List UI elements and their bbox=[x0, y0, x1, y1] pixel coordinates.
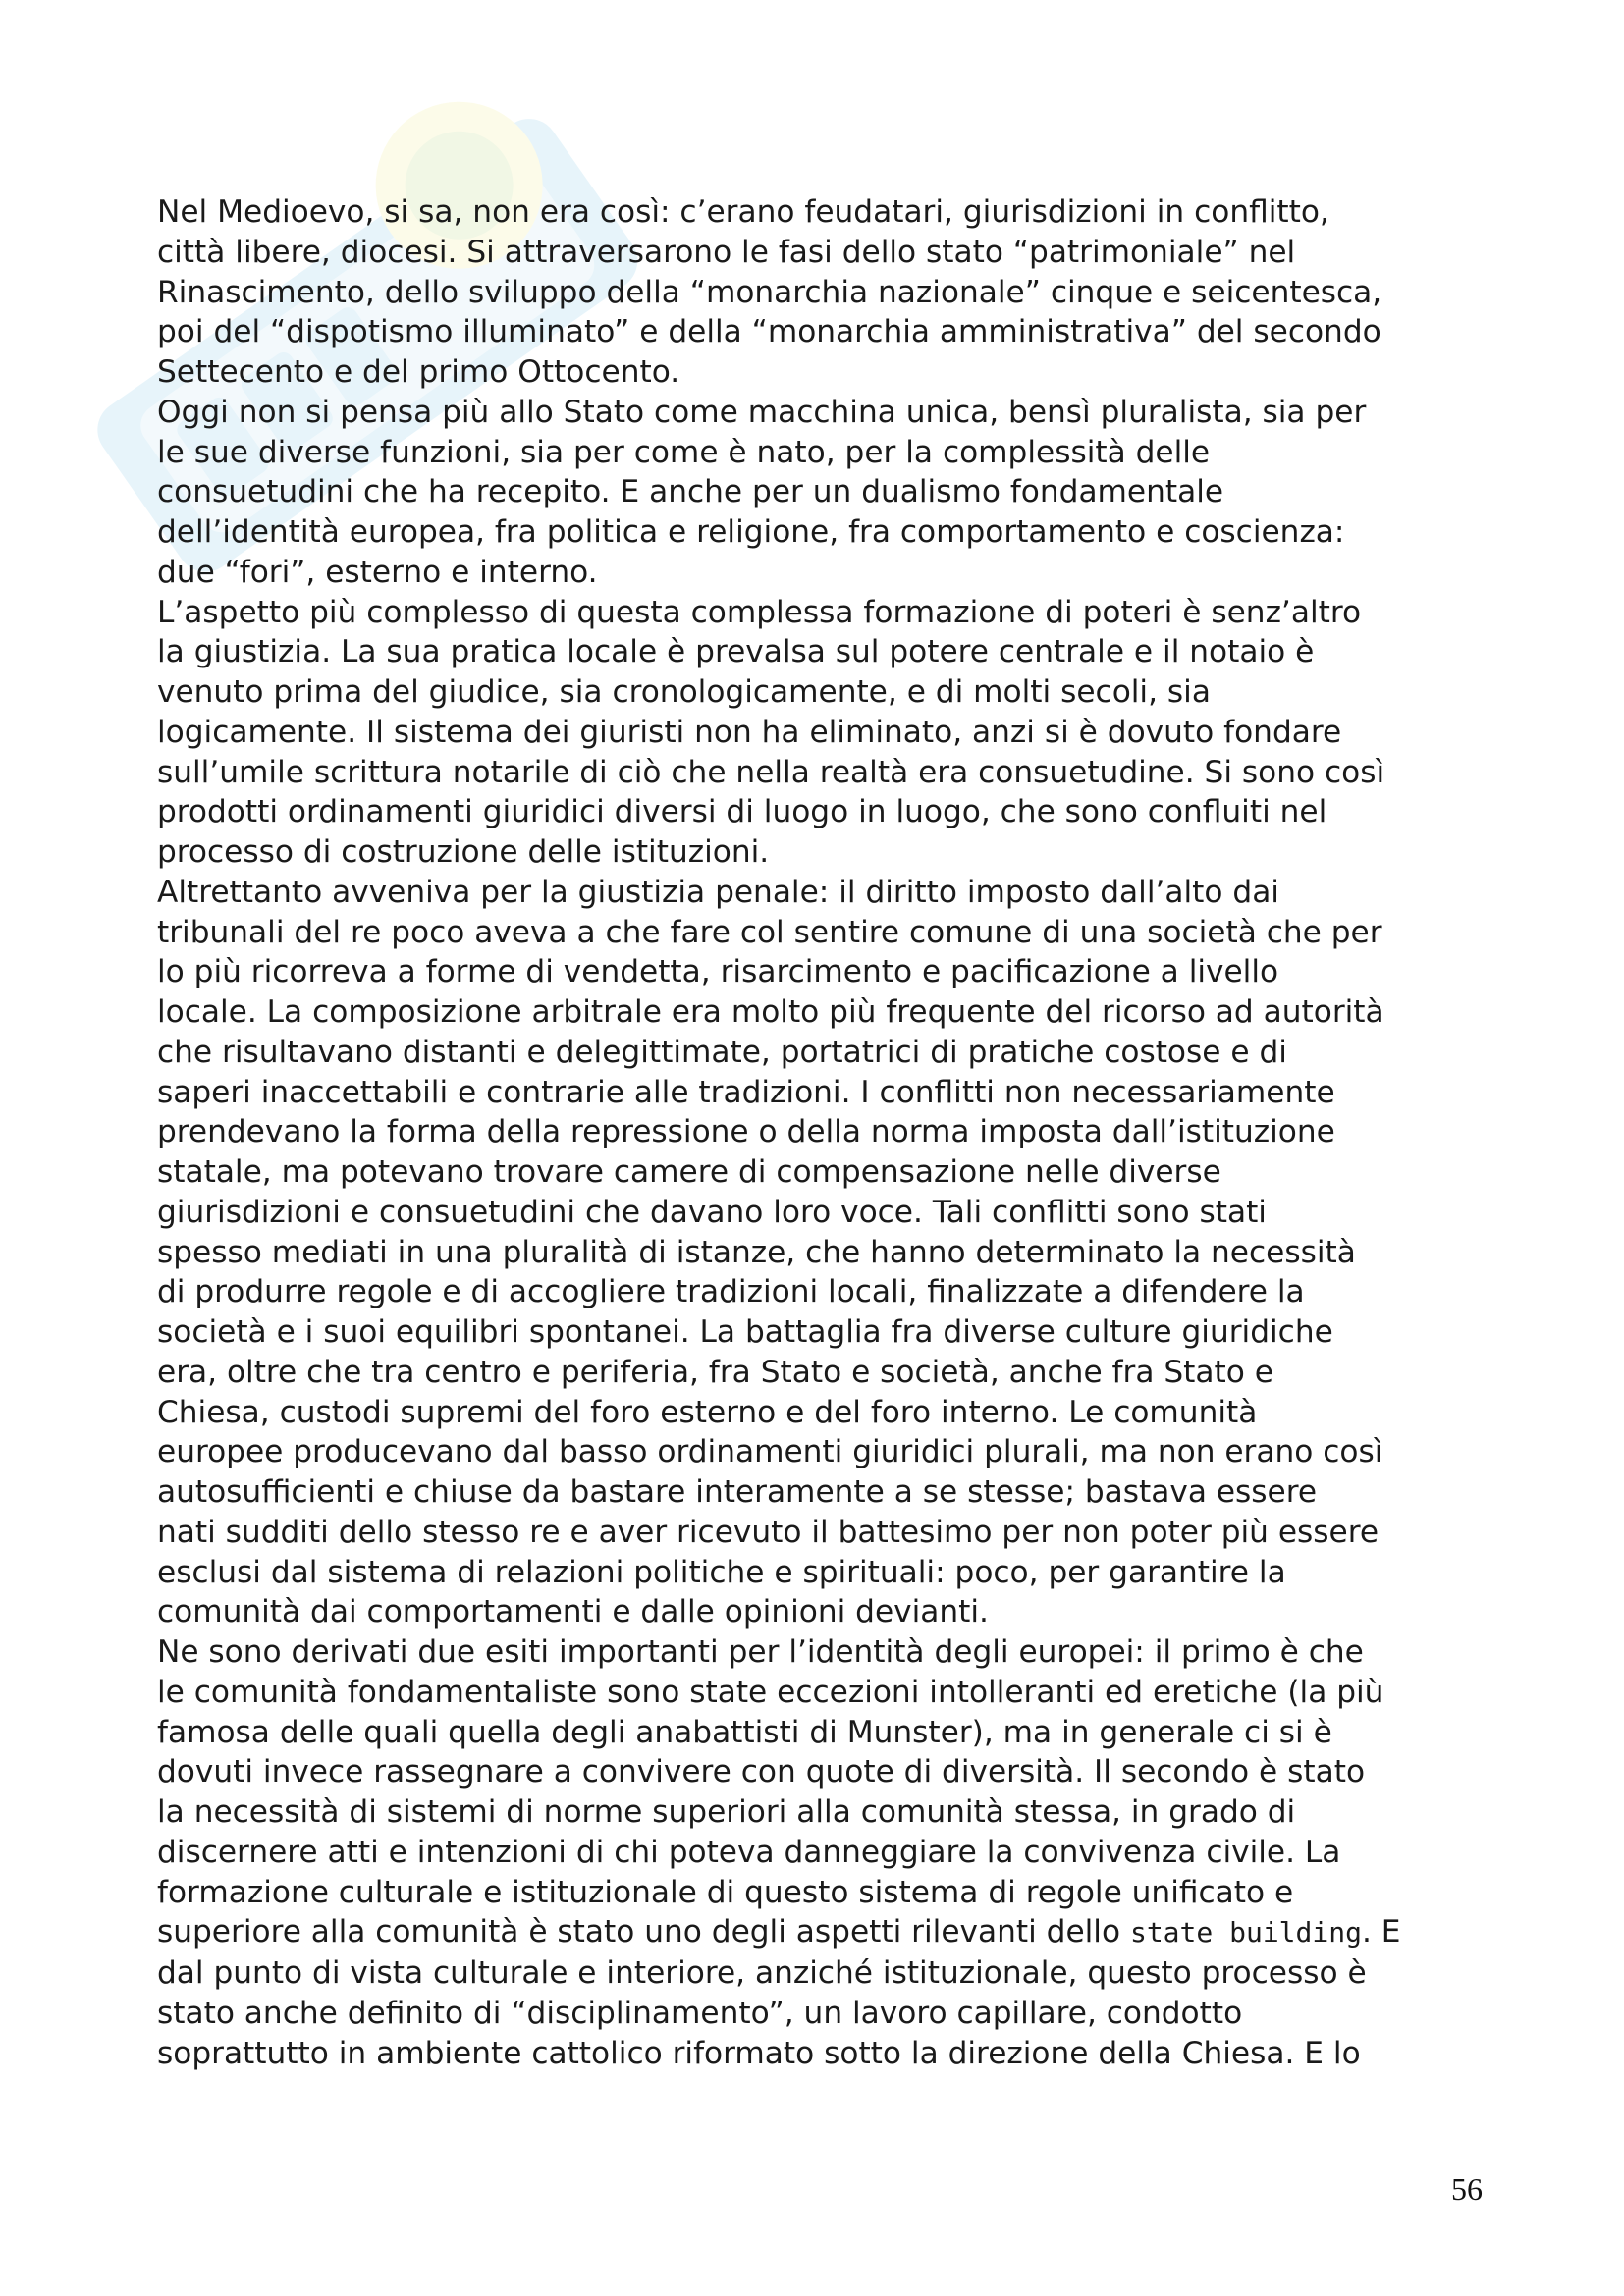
text-line: giurisdizioni e consuetudini che davano loro voce. Tali conflitti sono stati bbox=[157, 1194, 1267, 1230]
paragraph-medioevo bbox=[157, 192, 1483, 393]
text-line: Altrettanto avveniva per la giustizia penale: il diritto imposto dall’alto dai bbox=[157, 874, 1279, 910]
text-line: consuetudini che ha recepito. E anche per un dualismo fondamentale bbox=[157, 474, 1224, 510]
text-line: comunità dai comportamenti e dalle opinioni devianti. bbox=[157, 1594, 989, 1630]
term-state-building: state building bbox=[1129, 1916, 1362, 1949]
text-line: sull’umile scrittura notarile di ciò che nella realtà era consuetudine. Si sono così bbox=[157, 754, 1385, 790]
text-line: saperi inaccettabili e contrarie alle tradizioni. I conflitti non necessariamente bbox=[157, 1074, 1335, 1110]
text-line: società e i suoi equilibri spontanei. La battaglia fra diverse culture giuridiche bbox=[157, 1314, 1333, 1350]
paragraph-giustizia bbox=[157, 593, 1483, 873]
text-line: Settecento e del primo Ottocento. bbox=[157, 354, 680, 390]
text-line: città libere, diocesi. Si attraversarono le fasi dello stato “patrimoniale” nel bbox=[157, 234, 1296, 270]
text-line: che risultavano distanti e delegittimate, portatrici di pratiche costose e di bbox=[157, 1034, 1287, 1070]
text-line: due “fori”, esterno e interno. bbox=[157, 554, 598, 590]
text-line: stato anche definito di “disciplinamento”, un lavoro capillare, condotto bbox=[157, 1995, 1243, 2031]
text-line: Rinascimento, dello sviluppo della “monarchia nazionale” cinque e seicentesca, bbox=[157, 274, 1382, 310]
text-line: dal punto di vista culturale e interiore, anziché istituzionale, questo processo è bbox=[157, 1955, 1367, 1991]
text-line: autosufficienti e chiuse da bastare interamente a se stesse; bastava essere bbox=[157, 1474, 1318, 1510]
text-line: L’aspetto più complesso di questa complessa formazione di poteri è senz’altro bbox=[157, 594, 1362, 630]
text-line: logicamente. Il sistema dei giuristi non ha eliminato, anzi si è dovuto fondare bbox=[157, 714, 1342, 750]
text-line: Ne sono derivati due esiti importanti per l’identità degli europei: il primo è che bbox=[157, 1634, 1364, 1670]
text-line: la giustizia. La sua pratica locale è prevalsa sul potere centrale e il notaio è bbox=[157, 634, 1315, 670]
text-line: famosa delle quali quella degli anabattisti di Munster), ma in generale ci si è bbox=[157, 1714, 1332, 1750]
text-line: discernere atti e intenzioni di chi poteva danneggiare la convivenza civile. La bbox=[157, 1834, 1341, 1870]
text-line-state-building bbox=[157, 1912, 1483, 1953]
text-line: venuto prima del giudice, sia cronologicamente, e di molti secoli, sia bbox=[157, 674, 1211, 710]
paragraph-stato-pluralista bbox=[157, 393, 1483, 593]
text-line: le comunità fondamentaliste sono state eccezioni intolleranti ed eretiche (la più bbox=[157, 1674, 1384, 1710]
text-line: era, oltre che tra centro e periferia, fra Stato e società, anche fra Stato e bbox=[157, 1354, 1273, 1390]
text-line: di produrre regole e di accogliere tradizioni locali, finalizzate a difendere la bbox=[157, 1274, 1305, 1310]
text-line: esclusi dal sistema di relazioni politiche e spirituali: poco, per garantire la bbox=[157, 1554, 1286, 1590]
paragraph-esiti-importanti bbox=[157, 1632, 1483, 2073]
text-line: lo più ricorreva a forme di vendetta, risarcimento e pacificazione a livello bbox=[157, 954, 1279, 990]
text-segment: . E bbox=[1361, 1914, 1401, 1950]
text-line: Oggi non si pensa più allo Stato come macchina unica, bensì pluralista, sia per bbox=[157, 394, 1367, 430]
text-line: locale. La composizione arbitrale era molto più frequente del ricorso ad autorità bbox=[157, 994, 1384, 1030]
page-number: 56 bbox=[1451, 2171, 1483, 2207]
text-line: formazione culturale e istituzionale di questo sistema di regole unificato e bbox=[157, 1874, 1294, 1910]
text-line: prendevano la forma della repressione o della norma imposta dall’istituzione bbox=[157, 1114, 1335, 1150]
text-line: statale, ma potevano trovare camere di compensazione nelle diverse bbox=[157, 1154, 1221, 1190]
text-line: le sue diverse funzioni, sia per come è nato, per la complessità delle bbox=[157, 434, 1211, 470]
text-line: Nel Medioevo, si sa, non era così: c’erano feudatari, giurisdizioni in conflitto, bbox=[157, 194, 1329, 230]
text-line: prodotti ordinamenti giuridici diversi di luogo in luogo, che sono confluiti nel bbox=[157, 794, 1327, 830]
text-line: nati sudditi dello stesso re e aver ricevuto il battesimo per non poter più essere bbox=[157, 1514, 1380, 1550]
text-line: processo di costruzione delle istituzioni. bbox=[157, 834, 770, 870]
text-line: dovuti invece rassegnare a convivere con quote di diversità. Il secondo è stato bbox=[157, 1754, 1366, 1790]
text-line: tribunali del re poco aveva a che fare col sentire comune di una società che per bbox=[157, 914, 1382, 950]
text-line: europee producevano dal basso ordinamenti giuridici plurali, ma non erano così bbox=[157, 1434, 1383, 1470]
text-line: la necessità di sistemi di norme superiori alla comunità stessa, in grado di bbox=[157, 1794, 1296, 1830]
text-line: spesso mediati in una pluralità di istanze, che hanno determinato la necessità bbox=[157, 1234, 1356, 1270]
text-segment: superiore alla comunità è stato uno degli aspetti rilevanti dello bbox=[157, 1914, 1130, 1950]
page-body bbox=[157, 192, 1483, 2073]
text-line: Chiesa, custodi supremi del foro esterno e del foro interno. Le comunità bbox=[157, 1394, 1258, 1430]
text-line: soprattutto in ambiente cattolico riformato sotto la direzione della Chiesa. E lo bbox=[157, 2035, 1361, 2071]
text-line: poi del “dispotismo illuminato” e della “monarchia amministrativa” del secondo bbox=[157, 314, 1381, 350]
paragraph-giustizia-penale bbox=[157, 873, 1483, 1632]
text-line: dell’identità europea, fra politica e religione, fra comportamento e coscienza: bbox=[157, 514, 1345, 550]
